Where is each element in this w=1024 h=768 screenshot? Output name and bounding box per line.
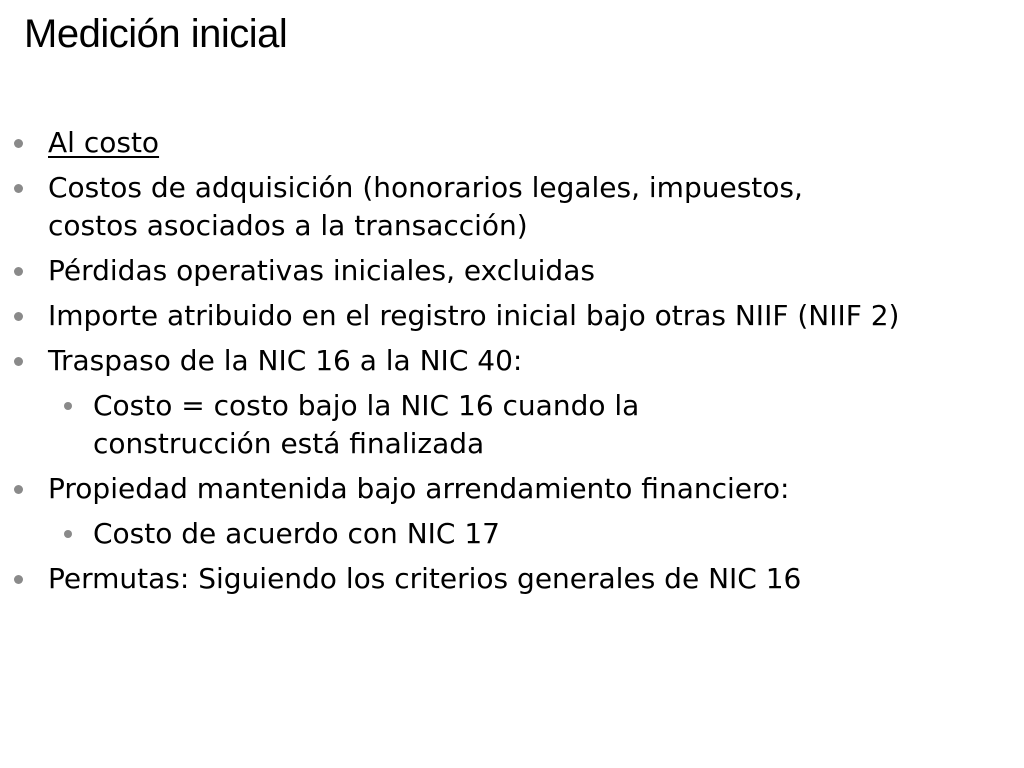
sub-bullet-dot-icon: [64, 530, 72, 538]
sub-bullet-item: [0, 387, 1000, 463]
bullet-dot-icon: [14, 312, 23, 321]
bullet-text-link[interactable]: Al costo: [48, 126, 160, 159]
bullet-item: [0, 342, 1000, 380]
bullet-dot-icon: [14, 575, 23, 584]
sub-bullet-item: [0, 515, 1000, 553]
sub-bullet-text: Costo de acuerdo con NIC 17: [93, 517, 500, 550]
bullet-text: Traspaso de la NIC 16 a la NIC 40:: [48, 344, 523, 377]
bullet-dot-icon: [14, 357, 23, 366]
bullet-list: [0, 124, 1000, 605]
slide-title: Medición inicial: [24, 12, 288, 56]
bullet-text: Propiedad mantenida bajo arrendamiento financiero:: [48, 472, 790, 505]
bullet-text: Pérdidas operativas iniciales, excluidas: [48, 254, 595, 287]
bullet-item: [0, 252, 1000, 290]
sub-bullet-text: Costo = costo bajo la NIC 16 cuando la construcción está finalizada: [93, 389, 640, 460]
bullet-dot-icon: [14, 139, 23, 148]
sub-bullet-dot-icon: [64, 402, 72, 410]
bullet-text: Costos de adquisición (honorarios legales, impuestos, costos asociados a la transacción): [48, 171, 803, 242]
bullet-item: [0, 124, 1000, 162]
bullet-item: [0, 470, 1000, 508]
bullet-dot-icon: [14, 485, 23, 494]
bullet-dot-icon: [14, 184, 23, 193]
bullet-text: Importe atribuido en el registro inicial bajo otras NIIF (NIIF 2): [48, 299, 900, 332]
bullet-item: [0, 560, 1000, 598]
bullet-item: [0, 297, 1000, 335]
bullet-item: [0, 169, 1000, 245]
bullet-dot-icon: [14, 267, 23, 276]
bullet-text: Permutas: Siguiendo los criterios generales de NIC 16: [48, 562, 802, 595]
